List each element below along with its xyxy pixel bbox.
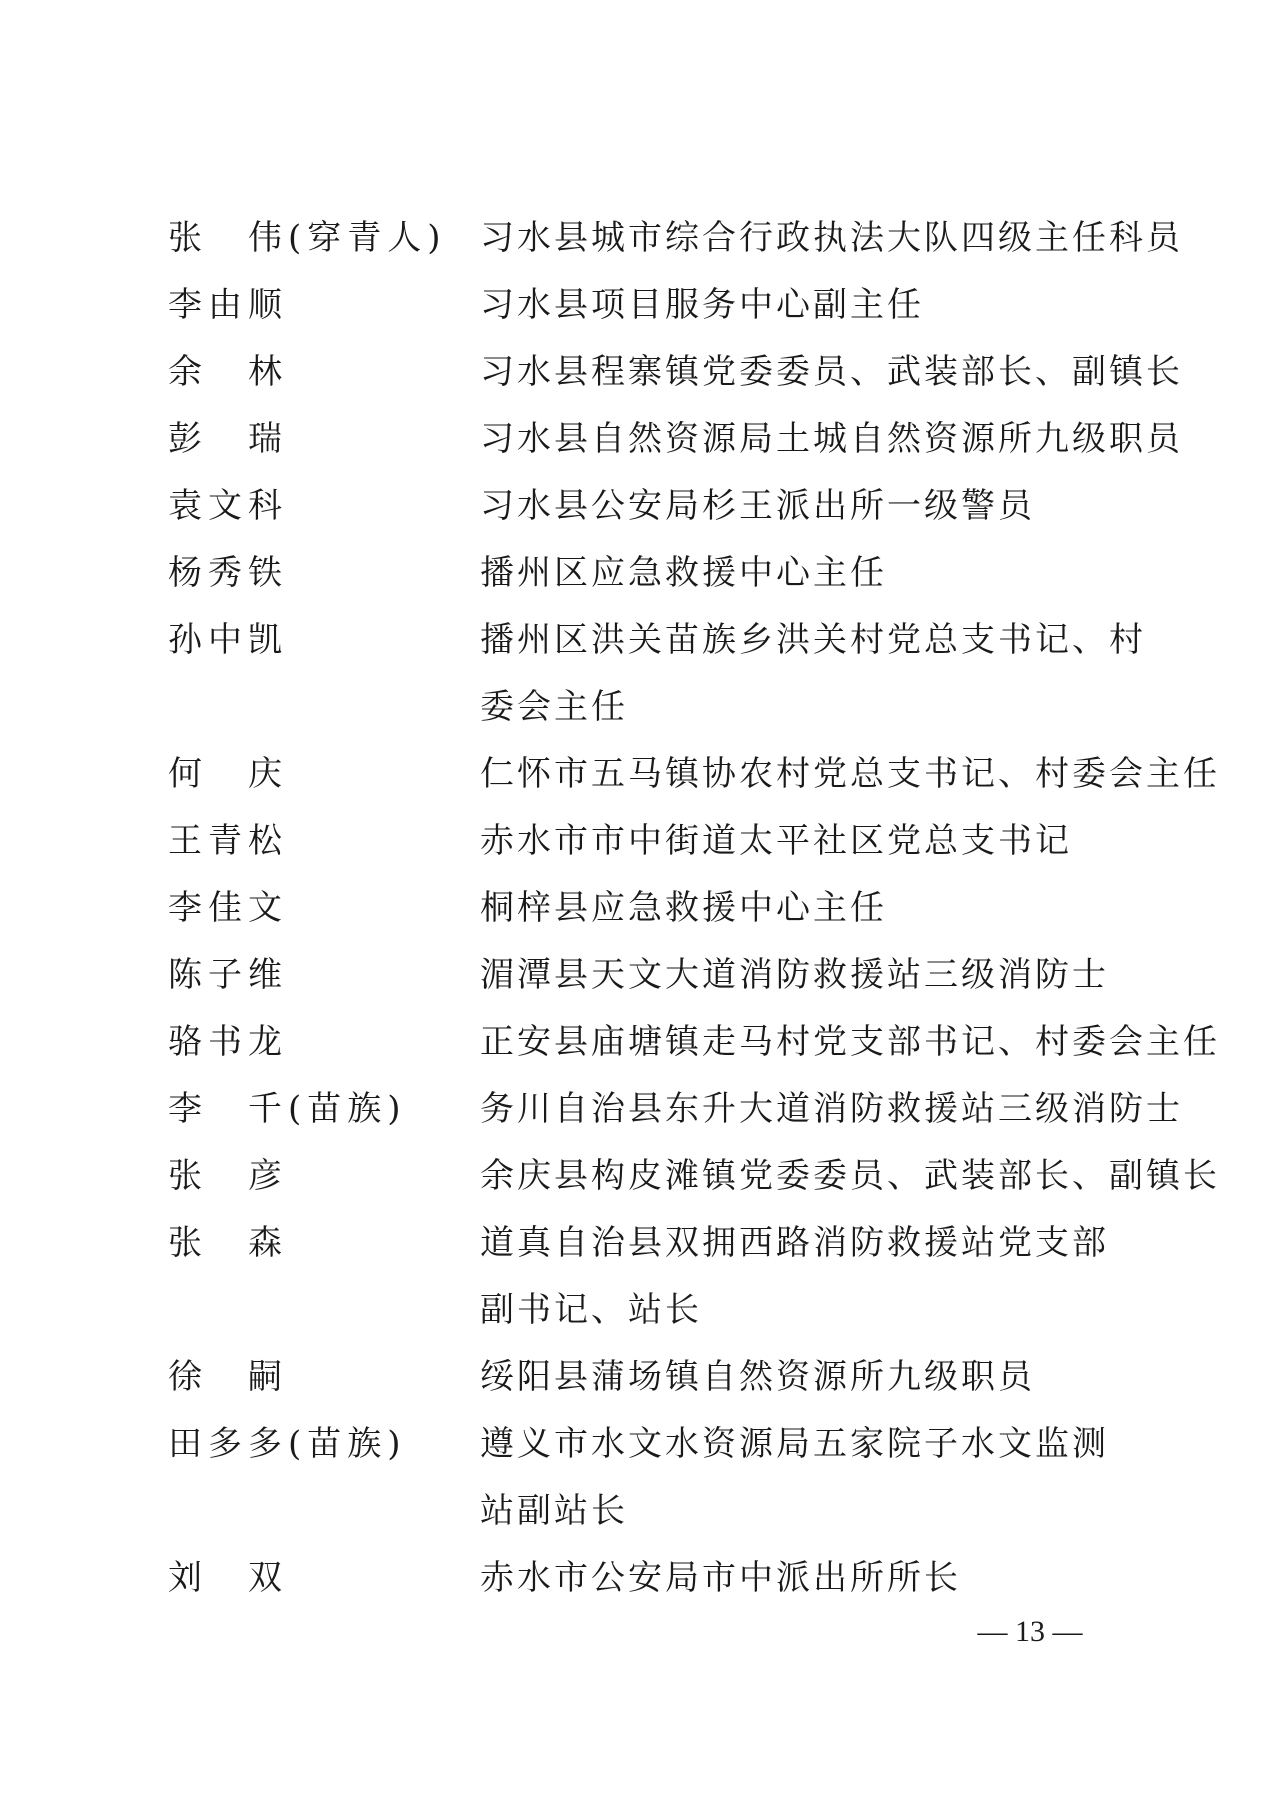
person-name: 袁文科 [168,486,288,526]
person-name: 余 林 [168,352,288,392]
person-name: 孙中凯 [168,620,288,660]
person-name: 李由顺 [168,285,288,325]
person-title: 道真自治县双拥西路消防救援站党支部 [480,1223,1109,1263]
page-number: — 13 — [977,1615,1083,1648]
person-title-continued: 委会主任 [480,687,628,727]
person-name: 何 庆 [168,754,288,794]
person-title: 余庆县构皮滩镇党委委员、武装部长、副镇长 [480,1156,1220,1196]
person-title: 习水县自然资源局土城自然资源所九级职员 [480,419,1183,459]
person-title: 桐梓县应急救援中心主任 [480,888,887,928]
person-title: 习水县程寨镇党委委员、武装部长、副镇长 [480,352,1183,392]
person-name: 杨秀铁 [168,553,288,593]
person-name: 陈子维 [168,955,288,995]
person-title: 仁怀市五马镇协农村党总支书记、村委会主任 [480,754,1220,794]
person-name: 彭 瑞 [168,419,288,459]
person-title: 务川自治县东升大道消防救援站三级消防士 [480,1089,1183,1129]
person-name: 刘 双 [168,1558,288,1598]
person-title-continued: 副书记、站长 [480,1290,702,1330]
person-name: 王青松 [168,821,288,861]
person-name: 张 彦 [168,1156,288,1196]
person-name: 骆书龙 [168,1022,288,1062]
person-title: 遵义市水文水资源局五家院子水文监测 [480,1424,1109,1464]
person-title: 习水县城市综合行政执法大队四级主任科员 [480,218,1183,258]
person-name: 徐 嗣 [168,1357,288,1397]
person-title: 赤水市市中街道太平社区党总支书记 [480,821,1072,861]
person-title: 习水县项目服务中心副主任 [480,285,924,325]
person-title: 赤水市公安局市中派出所所长 [480,1558,961,1598]
person-title: 绥阳县蒲场镇自然资源所九级职员 [480,1357,1035,1397]
person-name: 张 森 [168,1223,288,1263]
person-title: 播州区应急救援中心主任 [480,553,887,593]
person-name: 李 千(苗族) [168,1089,407,1129]
person-name: 李佳文 [168,888,288,928]
person-name: 田多多(苗族) [168,1424,407,1464]
person-title: 播州区洪关苗族乡洪关村党总支书记、村 [480,620,1146,660]
person-title: 湄潭县天文大道消防救援站三级消防士 [480,955,1109,995]
person-title: 习水县公安局杉王派出所一级警员 [480,486,1035,526]
person-title: 正安县庙塘镇走马村党支部书记、村委会主任 [480,1022,1220,1062]
person-title-continued: 站副站长 [480,1491,628,1531]
person-name: 张 伟(穿青人) [168,218,447,258]
